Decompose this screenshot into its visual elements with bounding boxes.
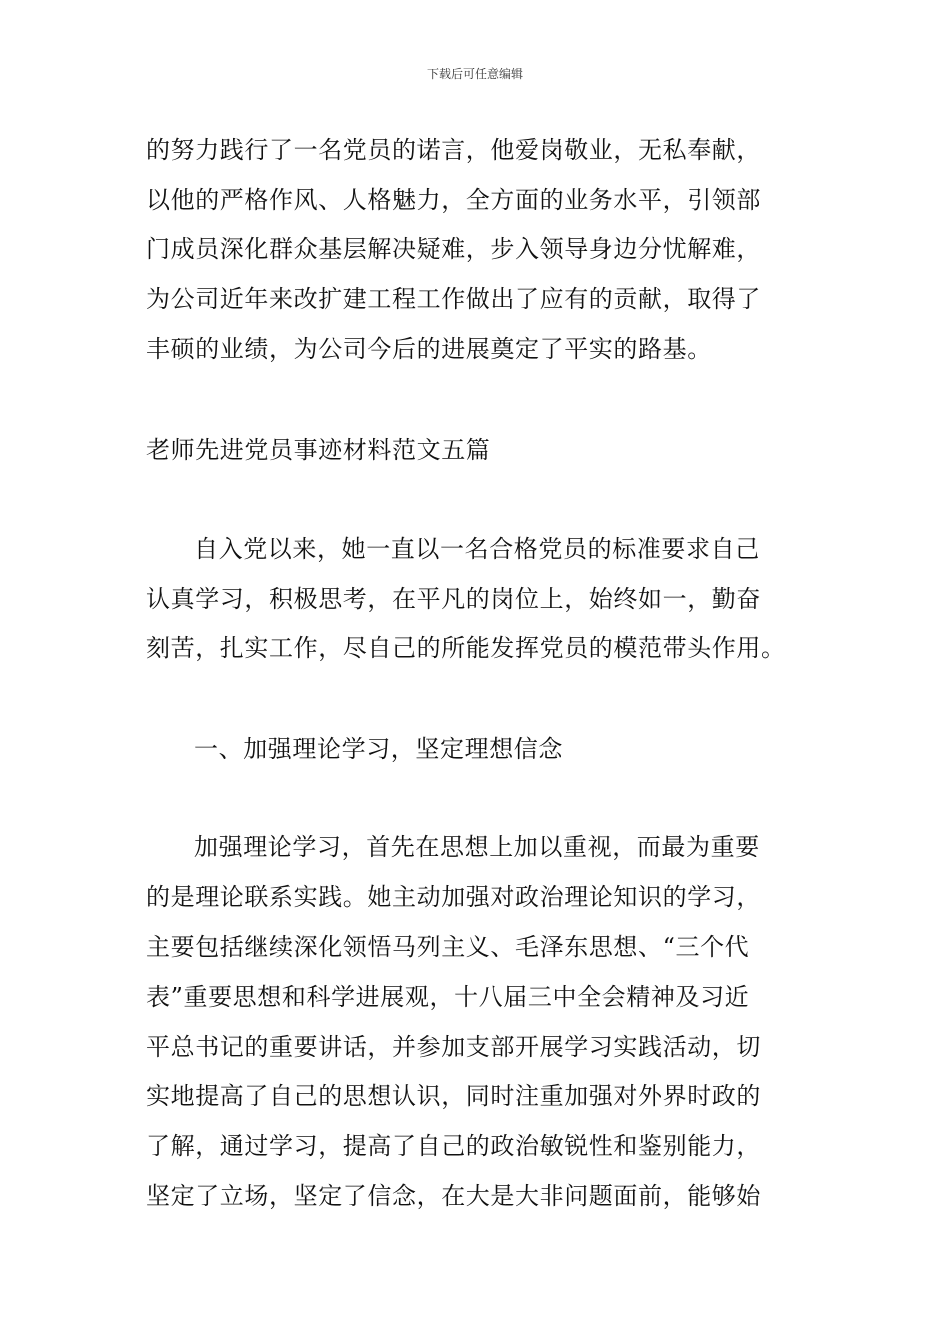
- paragraph-line: 主要包括继续深化领悟马列主义、毛泽东思想、“三个代: [146, 933, 750, 961]
- section-heading: 一、加强理论学习，坚定理想信念: [194, 735, 563, 763]
- paragraph-line: 以他的严格作风、人格魅力，全方面的业务水平，引领部: [146, 186, 761, 214]
- paragraph-line: 表”重要思想和科学进展观，十八届三中全会精神及习近: [146, 983, 750, 1011]
- paragraph-line: 认真学习，积极思考，在平凡的岗位上，始终如一，勤奋: [146, 585, 761, 613]
- article-title: 老师先进党员事迹材料范文五篇: [146, 436, 491, 464]
- paragraph-line: 自入党以来，她一直以一名合格党员的标准要求自己: [194, 535, 760, 563]
- paragraph-line: 门成员深化群众基层解决疑难，步入领导身边分忧解难，: [146, 235, 761, 263]
- paragraph-line: 刻苦，扎实工作，尽自己的所能发挥党员的模范带头作用。: [146, 634, 786, 662]
- paragraph-line: 的努力践行了一名党员的诺言，他爱岗敬业，无私奉献，: [146, 136, 761, 164]
- paragraph-line: 的是理论联系实践。她主动加强对政治理论知识的学习，: [146, 883, 761, 911]
- paragraph-line: 了解，通过学习，提高了自己的政治敏锐性和鉴别能力，: [146, 1132, 761, 1160]
- paragraph-line: 为公司近年来改扩建工程工作做出了应有的贡献，取得了: [146, 285, 761, 313]
- paragraph-line: 实地提高了自己的思想认识，同时注重加强对外界时政的: [146, 1082, 761, 1110]
- paragraph-line: 丰硕的业绩，为公司今后的进展奠定了平实的路基。: [146, 335, 712, 363]
- paragraph-line: 加强理论学习，首先在思想上加以重视，而最为重要: [194, 833, 760, 861]
- paragraph-line: 坚定了立场，坚定了信念，在大是大非问题面前，能够始: [146, 1182, 761, 1210]
- paragraph-line: 平总书记的重要讲话，并参加支部开展学习实践活动，切: [146, 1033, 761, 1061]
- page-header-note: 下载后可任意编辑: [426, 67, 523, 81]
